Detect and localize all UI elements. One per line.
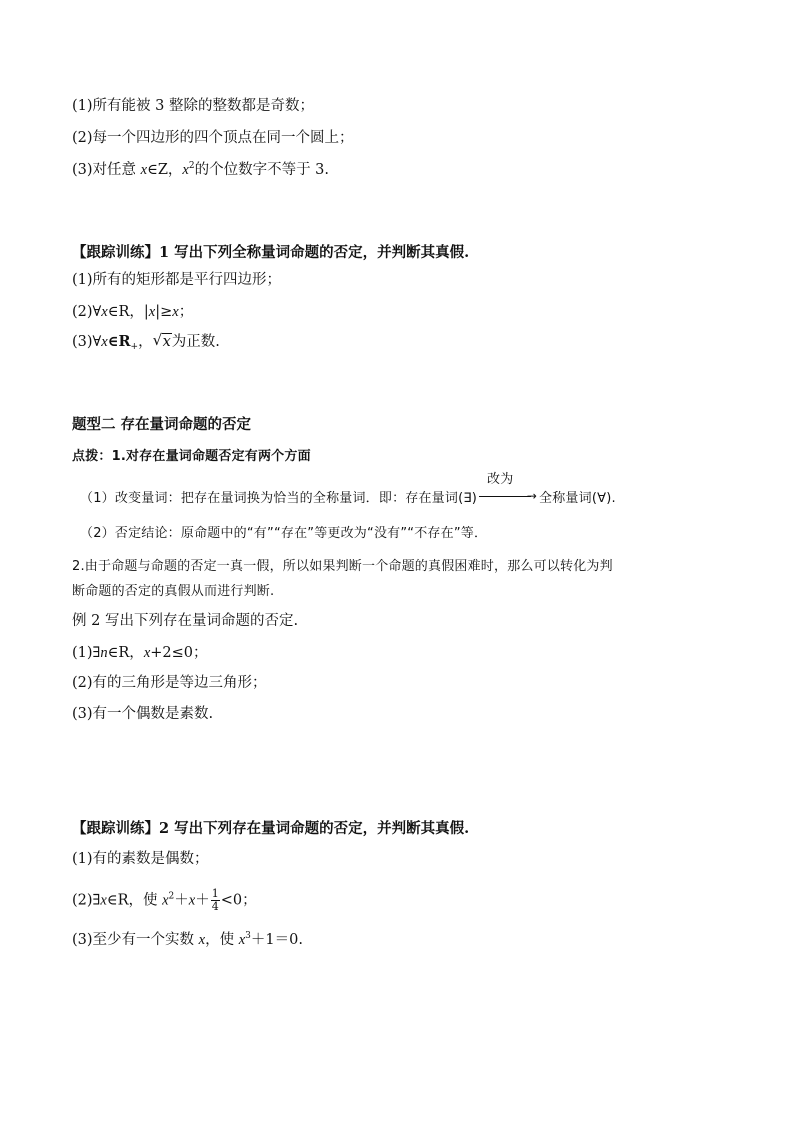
var-x: x: [188, 892, 196, 909]
text: ；: [178, 304, 194, 320]
text: 的个位数字不等于 3.: [194, 162, 330, 178]
text: |≥: [155, 304, 173, 320]
arrow-head: →: [526, 489, 538, 503]
text: ，: [138, 334, 153, 350]
exponent: 2: [188, 161, 195, 171]
example-2-item-2: (2)有的三角形是等边三角形；: [72, 675, 267, 691]
tip-item-1: [80, 472, 616, 509]
training-2-item-1: (1)有的素数是偶数；: [72, 851, 209, 867]
var-x: x: [101, 304, 108, 320]
tip-item-3-line-2: 断命题的否定的真假从而进行判断.: [72, 584, 275, 599]
example-2-item-1: [72, 643, 208, 663]
tip-item-2: （2）否定结论：原命题中的“有”“存在”等更改为“没有”“不存在”等．: [80, 526, 488, 541]
problem-line-1: (1)所有能被 3 整除的整数都是奇数；: [72, 98, 314, 114]
text: 为正数.: [171, 334, 220, 350]
problem-line-2: (2)每一个四边形的四个顶点在同一个圆上；: [72, 130, 354, 146]
training-2-item-2: [72, 888, 257, 913]
var-x: x: [143, 645, 151, 661]
text: ∈R，|: [107, 304, 149, 320]
example-2-item-3: (3)有一个偶数是素数.: [72, 706, 214, 722]
training-1-item-3: [72, 332, 220, 352]
text: ＋: [174, 892, 189, 909]
arrow-label: 改为: [487, 472, 514, 487]
var-x: x: [172, 304, 179, 320]
text: ∈R: [107, 333, 131, 350]
var-x: x: [162, 892, 169, 909]
var-x: x: [182, 162, 189, 178]
text: <0；: [220, 892, 257, 909]
var-n: n: [100, 645, 108, 661]
text: 全称量词(∀).: [539, 491, 616, 506]
tip-item-3-line-1: 2.由于命题与命题的否定一真一假，所以如果判断一个命题的真假困难时，那么可以转化为判: [72, 559, 613, 574]
numerator: 1: [211, 887, 219, 900]
text: (3)对任意: [72, 162, 141, 178]
training-2-title: 【跟踪训练】2 写出下列存在量词命题的否定，并判断其真假.: [72, 820, 470, 837]
text: (3)∀: [72, 334, 102, 350]
training-1-item-2: [72, 302, 193, 322]
text: (1)∃: [72, 645, 101, 661]
radical-sign: √: [152, 331, 163, 349]
var-x: x: [148, 304, 156, 320]
var-x: x: [198, 932, 206, 948]
training-2-item-3: [72, 930, 303, 950]
exponent: 3: [245, 931, 251, 941]
sqrt-symbol: [153, 332, 172, 352]
text: ∈R，: [107, 645, 144, 661]
var-x: x: [101, 334, 108, 350]
radicand: x: [162, 334, 171, 350]
example-2-title: 例 2 写出下列存在量词命题的否定.: [72, 613, 299, 629]
var-x: x: [100, 892, 107, 909]
text: +2≤0；: [150, 645, 208, 661]
exponent: 2: [168, 891, 175, 902]
text: （1）改变量词：把存在量词换为恰当的全称量词．即：存在量词(∃): [80, 491, 478, 506]
training-1-item-1: (1)所有的矩形都是平行四边形；: [72, 272, 282, 288]
text: (2)∀: [72, 304, 102, 320]
text: (2)∃: [72, 892, 101, 909]
tip-title: 点拨：1.对存在量词命题否定有两个方面: [72, 449, 311, 464]
text: ∈Z，: [147, 162, 183, 178]
arrow-icon: [479, 472, 538, 504]
training-1-title: 【跟踪训练】1 写出下列全称量词命题的否定，并判断其真假.: [72, 244, 470, 261]
text: ＋1＝0.: [250, 932, 303, 948]
text: ∈R，使: [106, 892, 163, 909]
subscript: +: [130, 342, 139, 352]
problem-line-3: [72, 160, 329, 180]
var-x: x: [140, 162, 148, 178]
text: (3)至少有一个实数: [72, 932, 199, 948]
section-heading: 题型二 存在量词命题的否定: [72, 416, 252, 433]
text: ，使: [205, 932, 239, 948]
fraction: [211, 888, 220, 913]
arrow-shaft: [479, 496, 531, 497]
var-x: x: [238, 932, 246, 948]
text: ＋: [195, 892, 210, 909]
denominator: 4: [211, 900, 219, 913]
